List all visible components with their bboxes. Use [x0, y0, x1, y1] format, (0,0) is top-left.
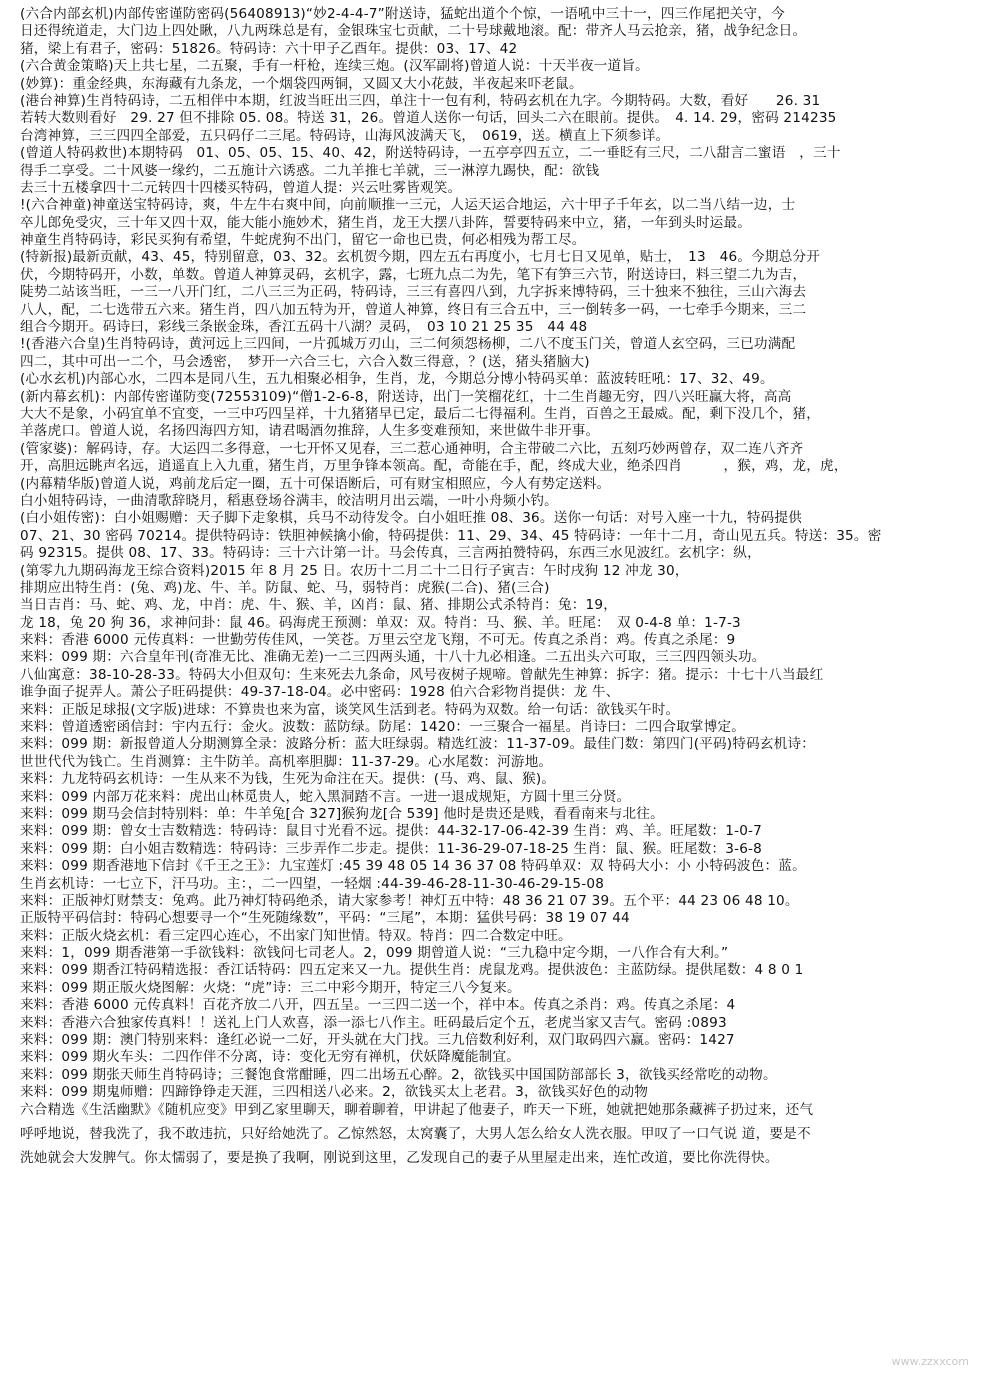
- text-line: 来料：099 内部万花来料：虎出山林觅贵人，蛇入黑洞踏不言。一进一退成规矩，方圆十里三分贤。: [20, 788, 631, 805]
- text-line: 来料：099 期马会信封特别料：单：牛羊兔[合 327]猴狗龙[合 539] 他时是贵还是贱，看看南来与北往。: [20, 805, 664, 822]
- text-line: 得手二享受。二十风婆一缘约，二五施计六诱惑。二九羊推七羊就，三一淋淳九踢快，配：欲钱: [20, 162, 600, 179]
- text-line: (心水玄机)内部心水，二四本是同八生，五九相聚必相争，生肖，龙，今期总分博小特码买单：蓝波转旺吼：17、32、49。: [20, 371, 774, 388]
- text-line: 去三十五楼拿四十二元转四十四楼买特码，曾道人提：兴云吐雾皆观笑。: [20, 179, 462, 196]
- closing-paragraph: [20, 1126, 977, 1168]
- text-line: 日还得统道走，大门边上四处瞅，八九两珠总是有，金银珠宝七贡献，二十号球戴地滚。配：带齐人马云抢亲，猪，战争纪念日。: [20, 23, 807, 40]
- text-line: 当日吉肖：马、蛇、鸡、龙，中肖：虎、牛、猴、羊，凶肖：鼠、猪、排期公式杀特肖：兔：19，: [20, 597, 618, 614]
- text-line: 来料：香港 6000 元传真料：一世勤劳传佳风，一笑苍。万里云空龙飞翔，不可无。传真之杀肖：鸡。传真之杀尾：9: [20, 632, 736, 649]
- watermark: www.zzxxcom: [891, 1355, 969, 1368]
- text-line: 来料：099 期：澳门特别来料：逢红必说一二好，开头就在大门找。三九倍数利好利，双门取码四六赢。密码：1427: [20, 1032, 735, 1049]
- text-line: 来料：099 期香港地下信封《千王之王》：九宝莲灯 :45 39 48 05 14 36 37 08 特码单双：双 特码大小：小 小特码波色：蓝。: [20, 858, 806, 875]
- text-line: 来料：九龙特码玄机诗：一生从来不为钱，生死为命注在天。提供：(马、鸡、鼠、猴)。: [20, 771, 556, 788]
- text-line: 猪，梁上有君子，密码：51826。特码诗：六十甲子乙酉年。提供：03、17、42: [20, 40, 518, 57]
- text-line: 四二，其中可出一二个，马会透密， 梦开一六合三七，六合入数三得意，？(送，猪头猪脑大): [20, 353, 590, 370]
- text-line: 陡势二站该当旺，一三一八开门红，二八三三为正码，特码诗，三三有喜四八到，九字拆来博特码，三十独来不独往，三山六海去: [20, 284, 807, 301]
- text-line: 来料：099 期香江特码精选报：香江话特码：四五定来又一九。提供生肖：虎鼠龙鸡。提供波色：主蓝防绿。提供尾数：4 8 0 1: [20, 962, 804, 979]
- text-line: (六合内部玄机)内部传密谨防密码(56408913)“妙2-4-4-7”附送诗，猛蛇出道个个惊，一语吼中三十一，四三作尾把关守，今: [20, 6, 785, 22]
- text-line: 生肖玄机诗：一七立下，汗马功。主：，二一四望，一轻烟 :44-39-46-28-11-30-46-29-15-08: [20, 875, 605, 892]
- text-line: 来料：香港 6000 元传真料！百花齐放二八开，四五呈。一三四二送一个，祥中本。传真之杀肖：鸡。传真之杀尾：4: [20, 997, 736, 1014]
- text-line: 组合今期开。码诗曰，彩线三条嵌金珠，香江五码十八湖？灵码， 03 10 21 25 35 44 48: [20, 319, 588, 336]
- document-body: [20, 6, 977, 1119]
- text-line: 八人，配，二七选带五六来。猪生肖，四八加五特为开，曾道人神算，终日有三合五中，三一倒转多一码，一七牵手今期来，三二: [20, 301, 807, 318]
- text-line: 伏，今期特码开，小数，单数。曾道人神算灵码，玄机字，露，七班九点二为先，笔下有笋三六节，附送诗曰，料三望二九为吉，: [20, 266, 807, 283]
- text-line: 来料：香港六合独家传真料！！送礼上门人欢喜，添一添七八作主。旺码最后定个五，老虎当家又吉气。密码 :0893: [20, 1014, 727, 1031]
- text-line: 六合精选《生活幽默》《随机应变》甲到乙家里聊天，聊着聊着，甲讲起了他妻子，昨天一下班，她就把她那条藏裤子扔过来，还气: [20, 1101, 814, 1118]
- text-line: 来料：正版足球报(文字版)进球：不算贵也来为富，谈笑风生活到老。特码为双数。给一句话：欲钱买午时。: [20, 701, 680, 718]
- text-line: 谁争面子捉弄人。萧公子旺码提供：49-37-18-04。必中密码：1928 伯六合彩物肖提供：龙 牛、: [20, 684, 620, 701]
- text-line: 开，高胆远眺声名远，逍遥直上入九重，猪生肖，万里争锋本领高。配，奇能在手，配，终成大业，绝杀四肖 ，猴，鸡，龙，虎，: [20, 458, 848, 475]
- text-line: 来料：099 期：白小姐吉数精选：特码诗：三步弄作二步走。提供：11-36-29-07-18-25 生肖：鼠、猴。旺尾数：3-6-8: [20, 840, 763, 857]
- text-line: (新内幕玄机)：内部传密谨防变(72553109)“僧1-2-6-8，附送诗，出门一笑榴花红，十二生肖趣无穷，四八兴旺赢大将，高高: [20, 388, 792, 405]
- text-line: 卒儿郎免受灾，三十年又四十双，能大能小施妙术，猪生肖，龙王大摆八卦阵，誓要特码来中立，猪，一年到头时运最。: [20, 214, 752, 231]
- text-line: 来料：099 期火车头：二四作伴不分离，诗：变化无穷有禅机，伏妖降魔能制宜。: [20, 1049, 521, 1066]
- text-line: !(六合神童)神童送宝特码诗，爽，牛左牛右爽中间，向前顺推一三元，人运天运合地运，六十甲子千年玄，以二当八结一边，士: [20, 197, 796, 214]
- text-line: 白小姐特码诗，一曲清歌辞晓月，稻惠登场谷满丰，皎洁明月出云端，一叶小舟频小钓。: [20, 492, 558, 509]
- text-line: 龙 18，兔 20 狗 36，求神问卦：鼠 46。码海虎王预测：单双：双。特肖：马、猴、羊。旺尾： 双 0-4-8 单：1-7-3: [20, 614, 741, 631]
- text-line: (六合黄金策略)天上共七星，二五聚，手有一杆枪，连续三炮。(汉军副将)曾道人说：十天半夜一道旨。: [20, 58, 649, 75]
- text-line: (港台神算)生肖特码诗，二五相伴中本期，红波当旺出三四，单注十一包有利，特码玄机在九字。今期特码。大数，看好 26. 31: [20, 92, 821, 109]
- text-line: 来料：099 期正版火烧图解：火烧：“虎”诗：三二中彩今期开，特定三八今复来。: [20, 979, 521, 996]
- text-line: (第零九九期码海龙王综合资料)2015 年 8 月 25 日。农历十二月二十二日行子寅吉：午时戌狗 12 冲龙 30，: [20, 562, 689, 579]
- text-line: 来料：1，099 期香港第一手欲钱料：欲钱问七司老人。2，099 期曾道人说：“三九稳中定今期，一八作合有大利。”: [20, 945, 729, 962]
- text-line: 来料：099 期：六合皇年刊(奇准无比、准确无差)一二三四两头通，十八十九必相逢。二五出头六可取，三三四四领头功。: [20, 649, 766, 666]
- text-line: (妙算)：重金经典，东海藏有九条龙，一个烟袋四两铜，又圆又大小花鼓，半夜起来吓老鼠。: [20, 75, 583, 92]
- text-line: 神童生肖特码诗，彩民买狗有希望，牛蛇虎狗不出门，留它一命也已贵，何必相残为帮工尽。: [20, 232, 586, 249]
- text-line: 码 92315。提供 08、17、33。特码诗：三十六计第一计。马会传真，三言两拍赞特码，东西三水见波红。玄机字：纵，: [20, 545, 761, 562]
- text-line: (白小姐传密)：白小姐赐赠：天子脚下走象棋，兵马不动待发令。白小姐旺推 08、36。送你一句话：对号入座一十九，特码提供: [20, 510, 802, 527]
- text-line: 台湾神算，三三四四全部爱，五只码仔二三尾。特码诗，山海风波满天飞， 0619，送。横直上下须参详。: [20, 127, 670, 144]
- text-line: 大大不是象，小码宜单不宜变，一三中巧四呈祥，十九猪猪早已定，最后二七得福利。生肖，百兽之王最威。配，剩下没几个，猪，: [20, 405, 821, 422]
- paragraph-line: 呼呼地说，替我洗了，我不敢违抗，只好给她洗了。乙惊然怒，太窝囊了，大男人怎么给女人洗衣服。甲叹了一口气说 道，要是不: [20, 1126, 811, 1142]
- text-line: 来料：曾道透密函信封：宇内五行：金火。波数：蓝防绿。防尾：1420：一三聚合一福星。肖诗曰：二四合取掌博定。: [20, 719, 746, 736]
- text-line: (曾道人特码救世)本期特码 01、05、05、15、40、42，附送特码诗，一五亭亭四五立，二一垂眨有三尺，二八甜言二蜜语 ，三十: [20, 145, 841, 162]
- text-line: 来料：正版火烧玄机：看三定四心连心，不出家门知世情。特双。特肖：四二合数定中旺。: [20, 927, 572, 944]
- text-line: 世世代代为钱亡。生肖测算：主牛防羊。高机率胆脚：11-37-29。心水尾数：河游地。: [20, 753, 553, 770]
- text-line: 若转大数则看好 29. 27 但不排除 05. 08。特送 31，26。曾道人送你一句话，回头二六在眼前。提供。 4. 14. 29，密码 214235: [20, 110, 837, 127]
- text-line: 来料：099 期鬼师赠：四蹄铮铮走天涯，三四相送八必来。2，欲钱买太上老君。3，欲钱买好色的动物: [20, 1084, 649, 1101]
- text-line: 07、21、30 密码 70214。提供特码诗：铁胆神候擒小偷，特码提供：11、29、34、45 特码诗：一年十二月，奇山见五兵。特送：35。密: [20, 527, 882, 544]
- text-line: 排期应出特生肖：(兔、鸡)龙、牛、羊。防鼠、蛇、马，弱特肖：虎猴(二合)、猪(三合): [20, 579, 550, 596]
- text-line: (特新报)最新贡献，43、45，特别留意，03、32。玄机贺今期，四左五右再度小，七月七日又见单，贴士， 13 46。今期总分开: [20, 249, 821, 266]
- text-line: (管家婆)：解码诗，存。大运四二多得意，一七开怀又见春，三二惹心通神明，合主带破二六比，五刻巧妙两曾存，双二连八齐齐: [20, 440, 804, 457]
- paragraph-line: 洗她就会大发脾气。你太懦弱了，要是换了我啊，刚说到这里，乙发现自己的妻子从里屋走出来，连忙改道，要比你洗得快。: [20, 1150, 779, 1167]
- text-line: 来料：正版神灯财禁支：兔鸡。此乃神灯特码绝杀，请大家参考！神灯五中特：48 36 21 07 39。五个平：44 23 06 48 10。: [20, 892, 799, 909]
- text-line: 来料：099 期张天师生肖特码诗；三餐饱食常酣睡，四二出场五心醉。2，欲钱买中国国防部部长 3，欲钱买经常吃的动物。: [20, 1066, 777, 1083]
- text-line: 羊落虎口。曾道人说，名扬四海四方知，请君喝酒勿推辞，人生多变难预知，来世做牛非开事。: [20, 423, 600, 440]
- text-line: !(香港六合皇)生肖特码诗，黄河远上三四间，一片孤城万刃山，三二何须怨杨柳，二八不度玉门关，曾道人玄空码，三已功满配: [20, 336, 796, 353]
- text-line: (内幕精华版)曾道人说，鸡前龙后定一圈，五十可保语断后，可有财宝相照应，今人有势定送料。: [20, 475, 611, 492]
- text-line: 来料：099 期：新报曾道人分期测算全录：波路分析：蓝大旺绿弱。精选红波：11-37-09。最佳门数：第四门(平码)特码玄机诗：: [20, 736, 816, 753]
- text-line: 来料：099 期：曾女士吉数精选：特码诗：鼠目寸光看不远。提供：44-32-17-06-42-39 生肖：鸡、羊。旺尾数：1-0-7: [20, 823, 763, 840]
- text-line: 正版特平码信封：特码心想要寻一个“生死随缘数”，平码：“三尾”，本期：猛供号码：38 19 07 44: [20, 910, 630, 927]
- text-line: 八仙寓意：38-10-28-33。特码大小但双句：生来死去九条命，风号夜树子规啼。曾献先生神算：拆字：猪。提示：十七十八当最红: [20, 666, 824, 683]
